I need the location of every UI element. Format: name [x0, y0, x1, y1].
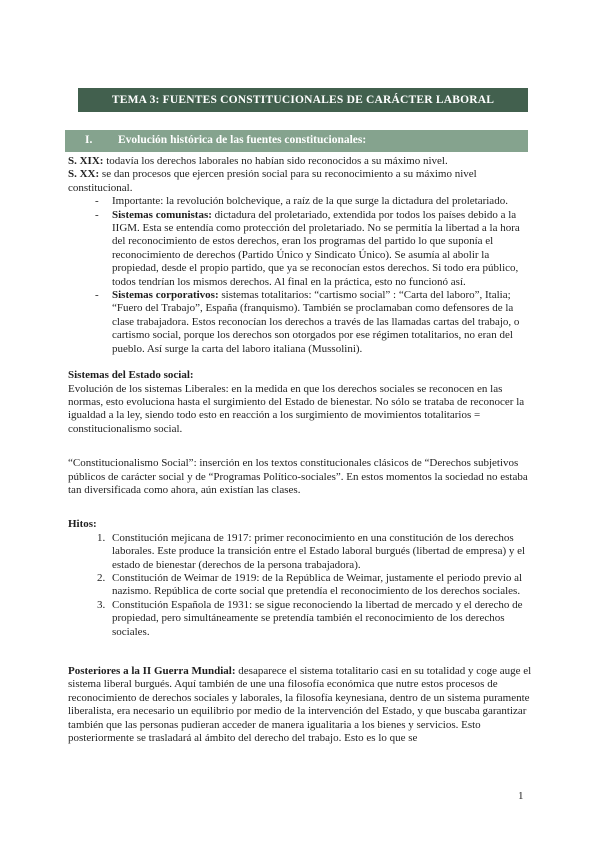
s19-label: S. XIX:	[68, 155, 104, 167]
hitos-list	[68, 532, 533, 639]
list-item: 1. Constitución mejicana de 1917: primer reconocimiento en una constitución de los derechos laborales. Este produce la transición entre el Estado laboral burgués (libertad de empresa) y el estado de bienestar (derechos de la persona trabajadora).	[108, 532, 533, 572]
posguerra-lead: Posteriores a la II Guerra Mundial:	[68, 665, 236, 677]
bullet-text: sistemas totalitarios: “cartismo social” : “Carta del laboro”, Italia; “Fuero del Trabajo”, España (franquismo). También se proclamaban como defensores de la clase trabajadora. Estos reconocían los derechos a través de las llamadas cartas del trabajo, o cartismo social, porque los derechos son otorgados por ese régimen totalitarios, no eran del pueblo. Así surge la carta del laboro italiana (Mussolini).	[112, 289, 520, 355]
s19-text: todavía los derechos laborales no habían sido reconocidos a su máximo nivel.	[103, 155, 448, 167]
s20-text: se dan procesos que ejercen presión social para su reconocimiento a su máximo nivel constitucional.	[68, 168, 477, 194]
constitucionalismo-paragraph: “Constitucionalismo Social”: inserción en los textos constitucionales clásicos de “Derechos subjetivos públicos de carácter social y de “Programas Político-sociales”. En estos momentos la sociedad no estaba tan diversificada como ahora, aún existían las clases.	[68, 457, 528, 496]
list-item	[68, 209, 533, 289]
intro-paragraph	[68, 155, 533, 195]
document-title: TEMA 3: FUENTES CONSTITUCIONALES DE CARÁCTER LABORAL	[111, 94, 495, 106]
title-banner	[78, 88, 528, 112]
s20-label: S. XX:	[68, 168, 100, 181]
estado-social-heading: Sistemas del Estado social:	[68, 369, 194, 382]
page-number: 1	[518, 790, 524, 802]
list-item	[68, 289, 533, 356]
dash-bullet-list	[68, 195, 533, 356]
section-numeral: I.	[85, 134, 93, 146]
posguerra-paragraph	[68, 665, 533, 745]
bullet-text: Importante: la revolución bolchevique, a raíz de la que surge la dictadura del proletariado.	[112, 195, 508, 208]
list-item: 2. Constitución de Weimar de 1919: de la República de Weimar, justamente el periodo previo al nazismo. República de corte social que pretendía el reconocimiento de los derechos sociales.	[108, 572, 533, 599]
list-item	[68, 195, 533, 208]
hitos-heading: Hitos:	[68, 518, 97, 531]
bullet-lead: Sistemas comunistas:	[112, 208, 212, 221]
bullet-lead: Sistemas corporativos:	[112, 289, 219, 302]
list-item: 3. Constitución Española de 1931: se sigue reconociendo la libertad de mercado y el derecho de propiedad, pero simultáneamente se pretendía también el reconocimiento de los derechos sociales.	[108, 599, 533, 639]
estado-social-paragraph: Evolución de los sistemas Liberales: en la medida en que los derechos sociales se reconocen en las normas, esto evoluciona hasta el surgimiento del Estado de bienestar. No sólo se trataba de reconocer la igualdad a la ley, siendo todo esto en reacción a los surgimiento de movimientos totalitarios = constitucionalismo social.	[68, 382, 525, 435]
bullet-text: dictadura del proletariado, extendida por todos los países debido a la IIGM. Esta se entendía como protección del proletariado. No se permitía la libertad a la hora del reconocimiento de estos derechos, eran los programas del partido lo que suponía el reconocimiento de derechos (Partido Único y Sindicato Único). Se asumía al abolir la propiedad, desde el propio partido, que ya se reconocían estos derechos. Si todo era público, todos tendrían los mismos derechos. Al final en la práctica, esto no funcionó así.	[112, 208, 520, 288]
section-banner	[65, 130, 528, 152]
document-body	[68, 155, 533, 745]
section-title: Evolución histórica de las fuentes constitucionales:	[118, 134, 367, 146]
posguerra-text: desaparece el sistema totalitario casi en su totalidad y coge auge el sistema liberal burgués. Aquí también de une una filosofía económica que nutre estos procesos de reconocimiento de derechos sociales y laborales, la filosofía keynesiana, dentro de un sistema puramente liberalista, era necesario un equilibrio por medio de la intervención del Estado, y que buscaba garantizar también que las personas pudieran acceder de manera igualitaria a los bienes y servicios. Esto posteriormente se trasladará al ámbito del derecho del trabajo. Esto es lo que se	[68, 665, 532, 745]
